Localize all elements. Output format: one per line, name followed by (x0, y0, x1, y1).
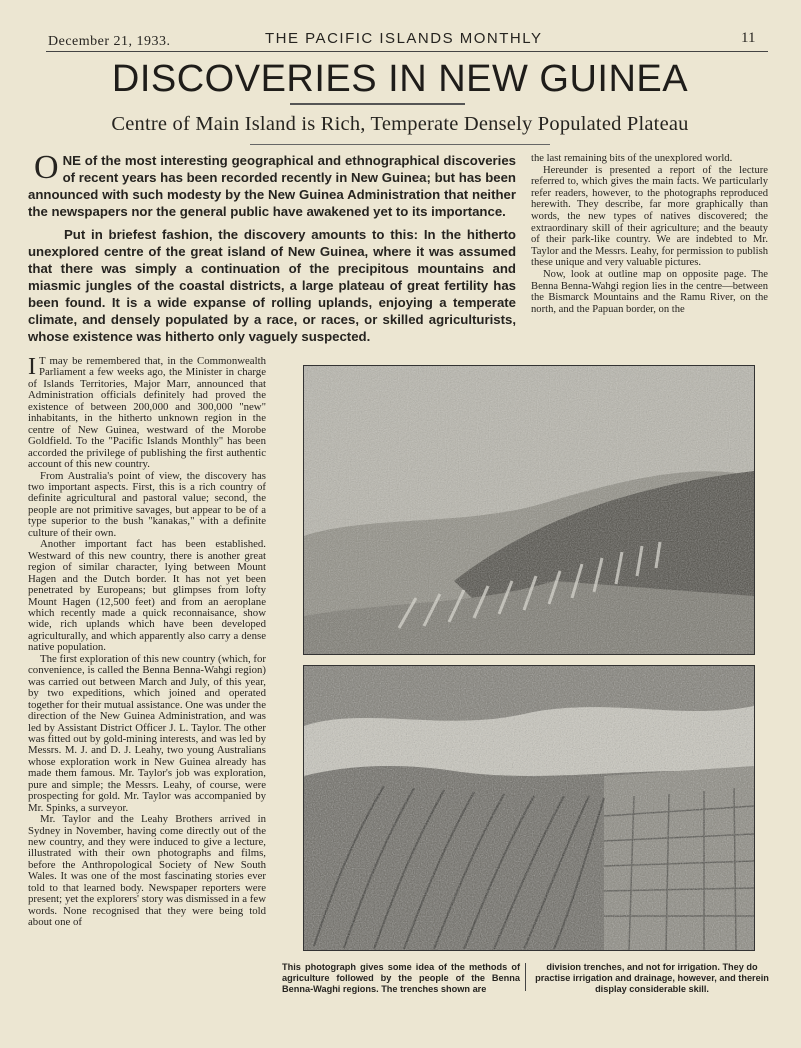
subheadline-rule (250, 144, 550, 145)
right-paragraph-1: the last remaining bits of the unexplored world. (531, 153, 733, 164)
left-paragraph-1 (28, 356, 266, 471)
photo-caption-right: division trenches, and not for irrigation. They do practise irrigation and drainage, however, and therein display considerable skill. (535, 962, 769, 994)
intro-paragraph-1 (28, 149, 516, 220)
right-paragraph-3: Now, look at outline map on opposite page. The Benna Benna-Wahgi region lies in the centre—between the Bismarck Mountains and the Ramu River, on the north, and the Papuan border, on the (531, 268, 768, 315)
left-paragraph-3: Another important fact has been established. Westward of this new country, there is another great region of similar character, lying between Mount Hagen and the Dutch border. It has not yet been penetrated by Europeans; but glimpses from lofty Mount Hagen (12,500 feet) and from an aeroplane which recently made a quick reconnaisance, show wide, rich uplands which have been developed agriculturally, and which apparently also carry a dense native population. (28, 538, 266, 654)
left-paragraph-5: Mr. Taylor and the Leahy Brothers arrived in Sydney in November, having come directly out of the new country, and they were induced to give a lecture, illustrated with their own photographs and films, before the Anthropological Society of New South Wales. It was one of the most fascinating stories ever told to that learned body. Newspaper reporters were present; yet the explorers' story was dismissed in a few words. None recognised that they were being told about one of (28, 813, 266, 929)
photo-terraced-hillside (303, 365, 755, 655)
photo-terraced-hillside-image (304, 366, 754, 654)
right-paragraph-2: Hereunder is presented a report of the lecture referred to, which gives the main facts. We particularly refer readers, however, to the photographs reproduced herewith. They describe, far more graphically than words, the new types of natives discovered; the extraordinary skill of their agriculture; and the beauty of their park-like country. We are indebted to Mr. Taylor and the Messrs. Leahy, for permission to publish these unique and very valuable pictures. (531, 164, 768, 269)
photo-caption-left: This photograph gives some idea of the methods of agriculture followed by the people of the Benna Benna-Waghi regions. The trenches shown are (282, 962, 520, 994)
right-column-text (531, 153, 768, 315)
publication-title: THE PACIFIC ISLANDS MONTHLY (265, 30, 543, 47)
headline-rule (290, 103, 465, 105)
left-paragraph-2: From Australia's point of view, the discovery has two important aspects. First, this is a rich country of definite agricultural and pastoral value; second, the people are not primitive savages, but appear to be of a type superior to the bush "kanakas," with a definite culture of their own. (28, 469, 266, 539)
article-subheadline: Centre of Main Island is Rich, Temperate Densely Populated Plateau (111, 113, 689, 135)
intro-paragraph-1-text: NE of the most interesting geographical and ethnographical discoveries of recent years has been recorded recently in New Guinea; but has been announced with such modesty by the New Guinea Administration that neither the newspapers nor the general public have awakened yet to its importance. (28, 153, 516, 219)
header-rule (46, 51, 768, 52)
intro-paragraph-2: Put in briefest fashion, the discovery amounts to this: In the hitherto unexplored centre of the great island of New Guinea, where it was assumed that there was simply a continuation of the precipitous mountains and miasmic jungles of the coastal districts, a large plateau of great fertility has been found. It is a wide expanse of rolling uplands, enjoying a temperate climate, and densely populated by a race, or races, or skilled agriculturists, whose existence was hitherto only vaguely suspected. (28, 227, 516, 344)
caption-divider (525, 963, 526, 991)
issue-date: December 21, 1933. (48, 34, 171, 49)
photo-cultivated-beds (303, 665, 755, 951)
left-paragraph-4: The first exploration of this new country (which, for convenience, is called the Benna Benna-Wahgi region) was carried out between March and July, of this year, by two expeditions, which joined and operated together for their mutual assistance. One was under the direction of the New Guinea Administration, and was led by Assistant District Officer J. L. Taylor. The other was fitted out by gold-mining interests, and was led by Messrs. M. J. and D. J. Leahy, two young Australians whose exploration work in New Guinea already has made them famous. Mr. Taylor's job was exploration, pure and simple; the Messrs. Leahy, of course, were prospecting for gold. Mr. Taylor was accompanied by Mr. Spinks, a surveyor. (28, 652, 266, 814)
intro-dropcap: O (34, 149, 59, 186)
left-paragraph-1-text: T may be remembered that, in the Commonwealth Parliament a few weeks ago, the Minister in charge of Islands Territories, Major Marr, announced that Administration officials definitely had proved the existence of between 200,000 and 300,000 "new" inhabitants, in the hitherto unknown region in the centre of New Guinea, westward of the Morobe Goldfield. To the "Pacific Islands Monthly" has been accorded the privilege of publishing the first authentic account of this new country. (28, 355, 266, 471)
article-intro (28, 149, 516, 351)
article-headline: DISCOVERIES IN NEW GUINEA (111, 58, 689, 100)
photo-cultivated-beds-image (304, 666, 754, 950)
left-column-text (28, 356, 266, 929)
page-number: 11 (741, 30, 756, 46)
left-dropcap: I (28, 354, 36, 380)
